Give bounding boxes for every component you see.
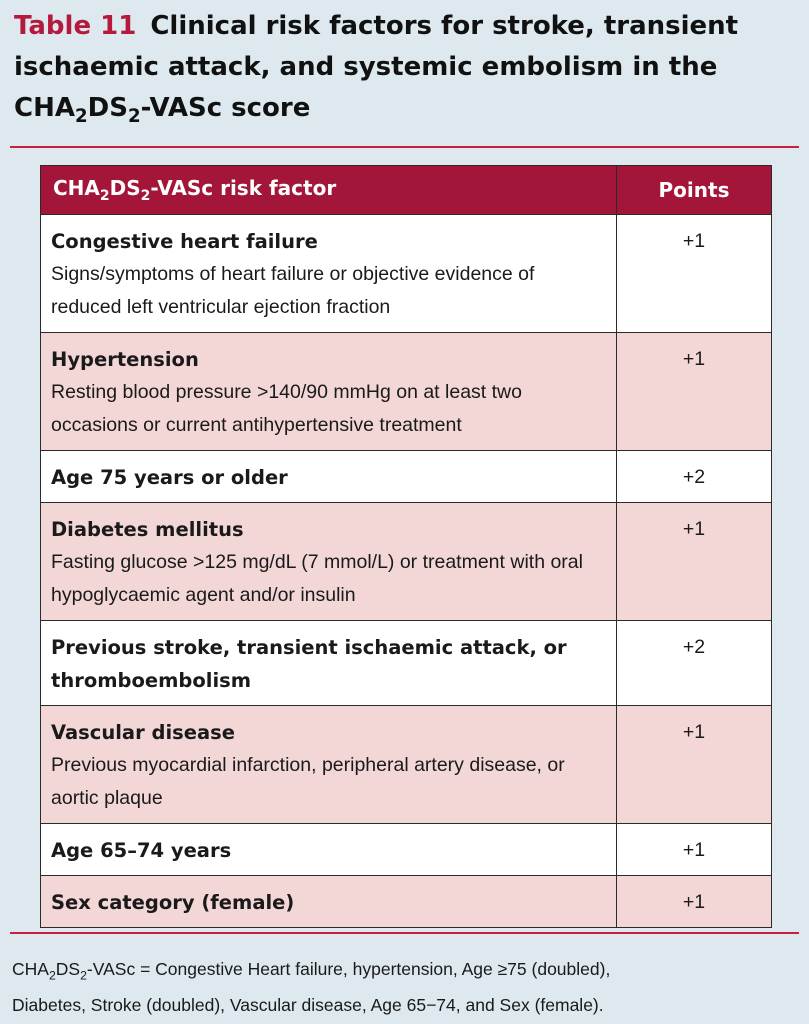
table-label: Table 11	[14, 11, 137, 41]
col1-mid: DS	[109, 176, 141, 200]
top-divider	[10, 146, 799, 148]
footnote-line-2: Diabetes, Stroke (doubled), Vascular disease, Age 65−74, and Sex (female).	[12, 994, 604, 1015]
points-cell: +1	[617, 824, 772, 876]
footnote-sub2: 2	[80, 968, 87, 983]
footnote-line1-rest: -VASc = Congestive Heart failure, hypertension, Age ≥75 (doubled),	[86, 959, 611, 979]
caption-3-sub1: 2	[74, 106, 88, 128]
factor-cell	[41, 621, 617, 706]
col1-suffix: -VASc risk factor	[150, 176, 337, 200]
table-header-row	[41, 166, 772, 215]
points-cell: +2	[617, 621, 772, 706]
factor-name: Sex category (female)	[51, 891, 295, 914]
footnote-sub1: 2	[48, 968, 56, 983]
factor-name: Age 75 years or older	[51, 466, 288, 489]
caption-3-mid: DS	[87, 93, 128, 123]
caption-3-prefix: CHA	[14, 93, 75, 123]
factor-name: Vascular disease	[51, 721, 235, 744]
factor-name: Hypertension	[51, 348, 199, 371]
table-footnote	[12, 955, 802, 1020]
table-row	[41, 503, 772, 621]
caption-3-suffix: -VASc score	[140, 93, 311, 123]
table-row	[41, 706, 772, 824]
risk-factor-table	[40, 165, 772, 928]
points-cell: +1	[617, 706, 772, 824]
table-row	[41, 621, 772, 706]
bottom-divider	[10, 932, 799, 934]
factor-cell	[41, 451, 617, 503]
points-cell: +2	[617, 451, 772, 503]
caption-line-1	[14, 6, 794, 47]
caption-text-1: Clinical risk factors for stroke, transient	[150, 11, 739, 41]
footnote-prefix: CHA	[12, 959, 49, 979]
table-row	[41, 333, 772, 451]
factor-description: Signs/symptoms of heart failure or objective evidence of reduced left ventricular ejection fraction	[51, 263, 535, 318]
points-cell: +1	[617, 215, 772, 333]
points-cell: +1	[617, 876, 772, 928]
factor-description: Fasting glucose >125 mg/dL (7 mmol/L) or treatment with oral hypoglycaemic agent and/or insulin	[51, 551, 583, 606]
factor-description: Previous myocardial infarction, peripheral artery disease, or aortic plaque	[51, 754, 565, 809]
points-cell: +1	[617, 503, 772, 621]
table-row	[41, 876, 772, 928]
col1-sub2: 2	[140, 188, 151, 204]
factor-cell	[41, 876, 617, 928]
factor-name: Congestive heart failure	[51, 230, 318, 253]
factor-cell	[41, 333, 617, 451]
col1-sub1: 2	[99, 188, 110, 204]
factor-description: Resting blood pressure >140/90 mmHg on at least two occasions or current antihypertensive treatment	[51, 381, 522, 436]
factor-name: Age 65–74 years	[51, 839, 232, 862]
table-row	[41, 451, 772, 503]
caption-line-3	[14, 88, 794, 137]
caption-3-sub2: 2	[127, 106, 141, 128]
footnote-mid: DS	[55, 959, 81, 979]
table-row	[41, 215, 772, 333]
table-caption	[14, 6, 794, 137]
factor-cell	[41, 503, 617, 621]
factor-cell	[41, 215, 617, 333]
table-row	[41, 824, 772, 876]
factor-name: Previous stroke, transient ischaemic attack, or thromboembolism	[51, 636, 567, 692]
footnote-line-1	[12, 955, 802, 991]
factor-name: Diabetes mellitus	[51, 518, 244, 541]
column-header-points: Points	[617, 166, 772, 215]
col1-prefix: CHA	[53, 176, 100, 200]
factor-cell	[41, 706, 617, 824]
caption-line-2: ischaemic attack, and systemic embolism in the	[14, 52, 718, 82]
factor-cell	[41, 824, 617, 876]
column-header-risk-factor	[41, 166, 617, 215]
points-cell: +1	[617, 333, 772, 451]
